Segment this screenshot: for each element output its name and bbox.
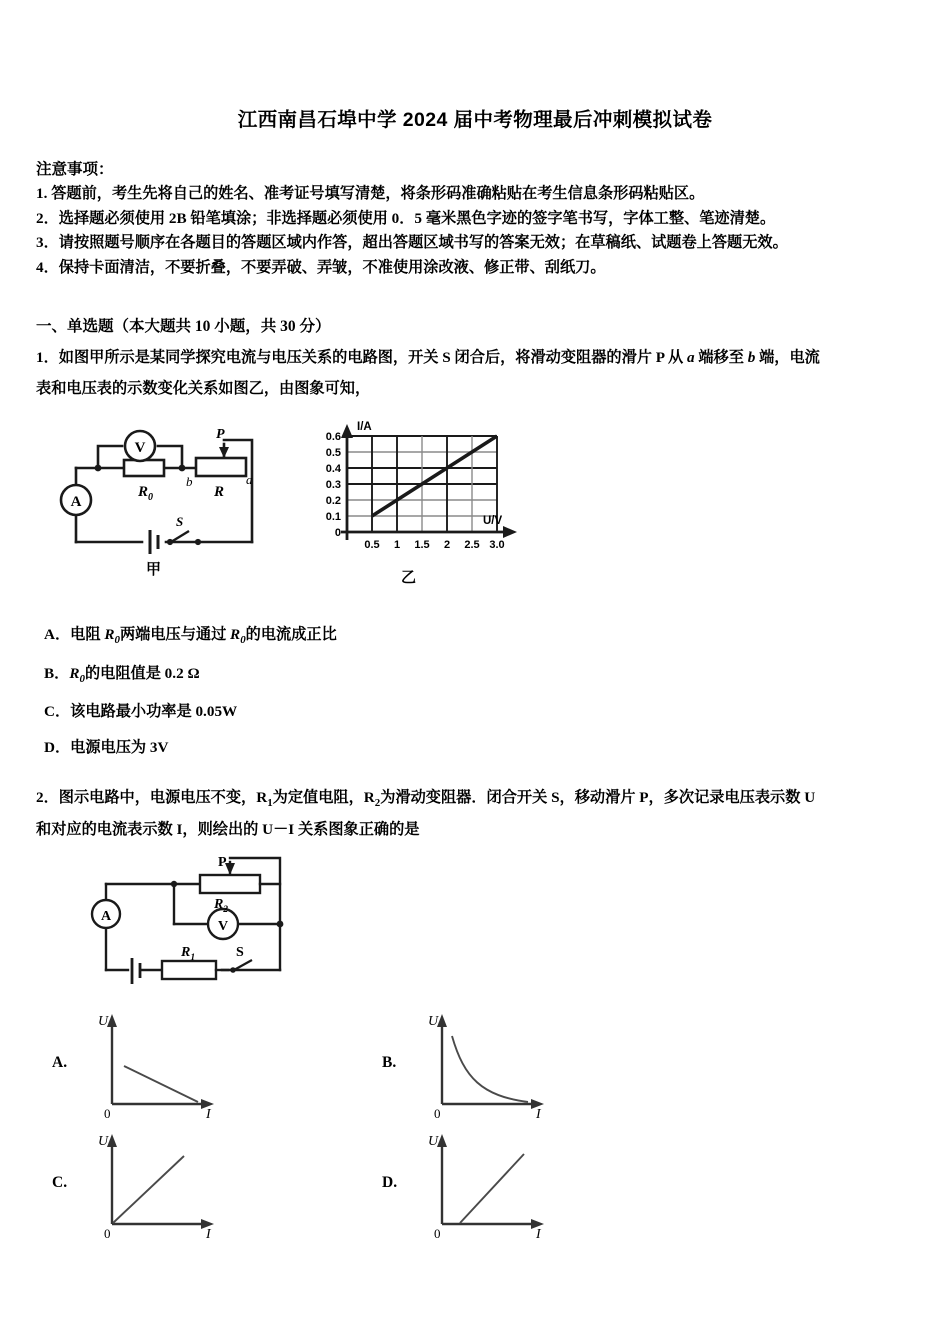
switch-label-s: S	[176, 514, 184, 530]
choice-d-x-label: I	[536, 1226, 541, 1238]
x-axis-arrow-icon	[503, 526, 517, 538]
svg-text:3.0: 3.0	[489, 539, 505, 552]
choice-b-origin-label: 0	[434, 1105, 441, 1118]
svg-text:0.2: 0.2	[325, 495, 341, 508]
option-a-sym-1: R	[104, 626, 115, 644]
junction-dot	[179, 465, 186, 472]
switch-label-s: S	[236, 944, 244, 960]
section-heading: 一、单选题（本大题共 10 小题，共 30 分）	[36, 317, 331, 335]
y-axis-arrow-icon	[107, 1014, 117, 1027]
svg-text:1.5: 1.5	[414, 539, 430, 552]
choice-b-y-label: U	[428, 1013, 439, 1029]
junction-dot	[95, 465, 102, 472]
option-a[interactable]	[36, 617, 914, 656]
iv-characteristic-chart	[291, 414, 526, 564]
slider-label-p: P	[218, 854, 227, 870]
choice-a-origin-label: 0	[104, 1105, 111, 1118]
choice-d[interactable]	[376, 1128, 706, 1238]
svg-text:0.4: 0.4	[325, 463, 341, 476]
battery-icon	[150, 530, 158, 554]
svg-text:2.5: 2.5	[464, 539, 480, 552]
option-a-sym-2: R	[230, 626, 241, 644]
y-axis-arrow-icon	[437, 1014, 447, 1027]
terminal-label-b: b	[186, 474, 193, 490]
option-b[interactable]	[36, 656, 914, 695]
y-tick-labels	[326, 431, 342, 539]
option-c[interactable]	[36, 694, 914, 729]
svg-text:0.5: 0.5	[325, 447, 341, 460]
svg-text:1: 1	[393, 539, 401, 552]
figure-caption-yi: 乙	[400, 569, 416, 587]
circuit-diagram-q2	[84, 852, 344, 992]
option-a-text-2: 两端电压与通过	[119, 626, 231, 644]
page-title: 江西南昌石埠中学 2024 届中考物理最后冲刺模拟试卷	[237, 109, 713, 131]
slider-arrow-icon	[219, 447, 229, 458]
question-1-figures	[36, 414, 914, 587]
junction-dot	[171, 880, 177, 886]
r0-label: $R_0$	[138, 484, 154, 504]
q2-line1-c: 为滑动变阻器．闭合开关 S，移动滑片 P，多次记录电压表示数 U	[380, 789, 816, 807]
choice-a[interactable]	[46, 1008, 376, 1118]
option-b-sym-1: R	[69, 664, 80, 682]
choice-c-origin-label: 0	[104, 1225, 111, 1238]
option-d-text-1: 电源电压为 3V	[70, 738, 169, 756]
question-1-options	[36, 617, 914, 765]
terminal-label-a: a	[246, 472, 253, 488]
option-a-sub-2: 0	[240, 634, 246, 647]
choice-d-origin-label: 0	[434, 1225, 441, 1238]
option-d-letter: D．	[44, 738, 71, 756]
y-axis-label: I/A	[357, 421, 372, 434]
question-2-choice-graphs	[36, 1008, 914, 1238]
option-c-text-1: 该电路最小功率是 0.05W	[70, 703, 238, 721]
question-2-circuit-figure	[36, 852, 914, 992]
x-axis-label: U/V	[483, 515, 503, 528]
option-a-sub-1: 0	[114, 634, 120, 647]
y-axis-arrow-icon	[437, 1134, 447, 1147]
voltmeter-label: V	[217, 918, 229, 934]
option-b-text-2: 的电阻值是 0.2 Ω	[84, 664, 200, 682]
chart-series-line	[372, 436, 497, 516]
q2-r2-sub: 2	[374, 797, 381, 810]
option-b-letter: B．	[44, 664, 70, 682]
question-2-stem	[36, 783, 914, 845]
choice-d-y-label: U	[428, 1133, 439, 1149]
x-tick-labels	[364, 539, 504, 551]
choice-a-y-label: U	[98, 1013, 109, 1029]
notice-heading: 注意事项：	[36, 161, 114, 178]
figure-jia-circuit	[46, 414, 261, 579]
svg-text:2: 2	[443, 539, 451, 552]
y-axis-arrow-icon	[341, 424, 353, 438]
choice-c-letter: C.	[52, 1173, 68, 1191]
q2-line2: 和对应的电流表示数 I，则绘出的 U－I 关系图象正确的是	[36, 821, 420, 839]
svg-text:0.1: 0.1	[325, 511, 341, 524]
option-d[interactable]	[36, 730, 914, 765]
choice-c-curve	[113, 1156, 184, 1223]
q1-terminal-a: a	[686, 349, 695, 367]
choice-d-graph	[412, 1128, 562, 1238]
voltmeter-label: V	[134, 440, 146, 457]
option-c-letter: C．	[44, 703, 71, 721]
question-1-stem	[36, 343, 914, 404]
ammeter-label: A	[100, 908, 112, 924]
q1-terminal-b: b	[747, 349, 756, 367]
q2-line1-b: 为定值电阻，R	[272, 789, 375, 807]
q1-line1-part-c: 端，电流	[755, 349, 820, 367]
notice-item-2: 2．选择题必须使用 2B 铅笔填涂；非选择题必须使用 0．5 毫米黑色字迹的签字笔书写，字体工整、笔迹清楚。	[36, 209, 776, 227]
r1-label: $R_1$	[181, 944, 196, 963]
choice-b-curve	[452, 1036, 528, 1102]
q1-line1-part-a: 1．如图甲所示是某同学探究电流与电压关系的电路图，开关 S 闭合后，将滑动变阻器的滑片 P 从	[36, 349, 687, 367]
option-a-text-3: 的电流成正比	[245, 626, 337, 644]
choice-c-x-label: I	[206, 1226, 211, 1238]
svg-text:0.6: 0.6	[325, 431, 341, 444]
choice-a-letter: A.	[52, 1053, 68, 1071]
figure-caption-jia: 甲	[145, 561, 161, 579]
slider-label-p: P	[216, 427, 225, 443]
choice-c[interactable]	[46, 1128, 376, 1238]
q2-r1-sub: 1	[267, 797, 273, 810]
svg-text:0: 0	[334, 527, 341, 540]
option-a-letter: A．	[44, 626, 71, 644]
choice-a-curve	[124, 1066, 198, 1102]
choice-b-graph	[412, 1008, 562, 1118]
rheostat-label: R	[214, 484, 225, 501]
choice-c-graph	[82, 1128, 232, 1238]
figure-yi-graph	[291, 414, 526, 587]
ammeter-label: A	[70, 494, 82, 511]
option-b-sub-1: 0	[79, 672, 85, 685]
notice-item-4: 4．保持卡面清洁，不要折叠，不要弄破、弄皱，不准使用涂改液、修正带、刮纸刀。	[36, 258, 606, 276]
notice-block	[36, 158, 914, 281]
choice-a-x-label: I	[206, 1106, 211, 1118]
option-a-text-1: 电阻	[70, 626, 105, 644]
svg-text:0.5: 0.5	[364, 539, 380, 552]
q2-line1-a: 2．图示电路中，电源电压不变，R	[36, 789, 268, 807]
notice-item-3: 3．请按照题号顺序在各题目的答题区域内作答，超出答题区域书写的答案无效；在草稿纸、试题卷上答题无效。	[36, 234, 788, 252]
r2-label: $R_2$	[213, 896, 229, 915]
circuit-diagram-jia	[46, 414, 261, 564]
choice-d-curve	[460, 1154, 524, 1223]
notice-item-1: 1. 答题前，考生先将自己的姓名、准考证号填写清楚，将条形码准确粘贴在考生信息条形码粘贴区。	[36, 185, 705, 203]
battery-icon	[132, 958, 140, 984]
choice-c-y-label: U	[98, 1133, 109, 1149]
junction-dot	[277, 920, 284, 927]
choice-a-graph	[82, 1008, 232, 1118]
y-axis-arrow-icon	[107, 1134, 117, 1147]
choice-b[interactable]	[376, 1008, 706, 1118]
choice-b-x-label: I	[536, 1106, 541, 1118]
svg-text:0.3: 0.3	[325, 479, 341, 492]
choice-b-letter: B.	[382, 1053, 397, 1071]
q1-line1-part-b: 端移至	[694, 349, 748, 367]
q1-line2: 表和电压表的示数变化关系如图乙，由图象可知，	[36, 379, 371, 397]
choice-d-letter: D.	[382, 1173, 398, 1191]
